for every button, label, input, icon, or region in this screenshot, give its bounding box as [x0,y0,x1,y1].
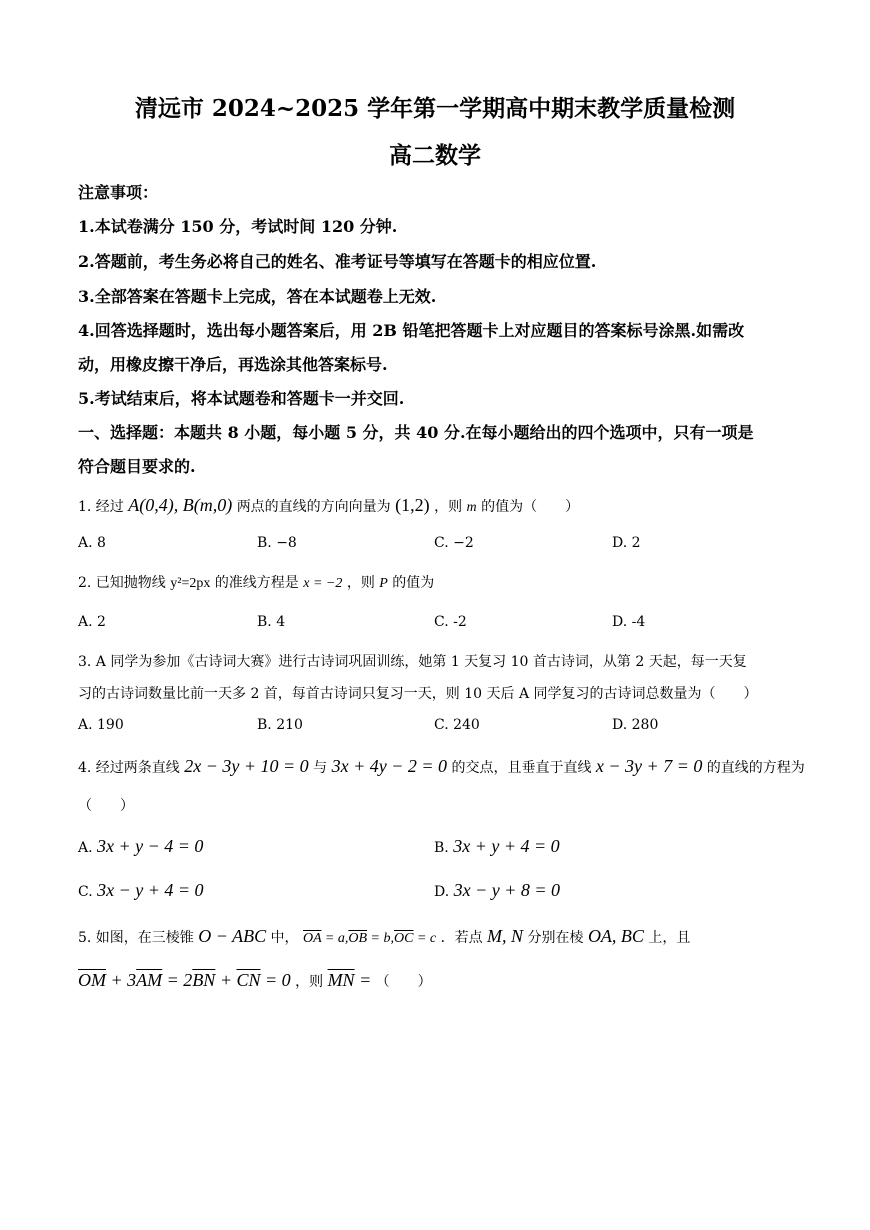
q3-option-a[interactable]: A. 190 [78,717,124,733]
q4-option-d-eq: 3x − y + 8 = 0 [453,880,561,900]
q5-eq-c: = c [413,931,437,946]
q5-answer-paren: （ ） [375,974,432,990]
question-3-line-1: 3. A 同学为参加《古诗词大赛》进行古诗词巩固训练，她第 1 天复习 10 首古诗词，从第 2 天起，每一天复 [78,654,747,670]
q1-option-b[interactable]: B. −8 [257,535,297,551]
q5-then: ，则 [295,974,324,990]
q4-answer-paren: （ ） [78,798,134,814]
q2-equation: y²=2px [170,576,211,591]
q4-option-a-label: A. [78,840,93,856]
q5-edges: OA, BC [587,926,644,946]
q2-option-d[interactable]: D. -4 [612,614,646,630]
note-item: 2.答题前，考生务必将自己的姓名、准考证号等填写在答题卡的相应位置. [78,252,597,271]
q5-mid3: 分别在棱 [527,930,584,946]
q2-option-a[interactable]: A. 2 [78,614,106,630]
q5-eq-end: = [354,970,372,990]
question-1 [78,495,579,516]
q5-eq2: = 2 [162,970,193,990]
q2-var: P [379,576,388,591]
q2-mid: 的准线方程是 [214,575,299,591]
q2-prefix: 2. 已知抛物线 [78,575,166,591]
notes-heading: 注意事项： [78,183,159,202]
q3-option-b[interactable]: B. 210 [257,717,303,733]
q4-suffix: 的直线的方程为 [706,760,805,776]
q4-mid: 的交点，且垂直于直线 [451,760,592,776]
q1-suffix1: ，则 [434,499,463,515]
q5-points: M, N [487,926,524,946]
section-heading: 一、选择题：本题共 8 小题，每小题 5 分，共 40 分.在每小题给出的四个选项中，只有一项是 [78,423,754,442]
vector-oa: $\overline{OA}$ [303,931,322,946]
q1-prefix: 1. 经过 [78,499,124,515]
q4-prefix: 4. 经过两条直线 [78,760,180,776]
q2-suffix2: 的值为 [392,575,435,591]
note-item: 4.回答选择题时，选出每小题答案后，用 2B 铅笔把答题卡上对应题目的答案标号涂黑.如需改 [78,321,745,340]
q4-line-b: 3x + 4y − 2 = 0 [331,756,448,776]
q4-option-a[interactable] [78,836,203,857]
q4-option-a-eq: 3x + y − 4 = 0 [97,836,204,856]
note-item: 3.全部答案在答题卡上完成，答在本试题卷上无效. [78,287,437,306]
q4-option-c-label: C. [78,884,93,900]
q2-option-b[interactable]: B. 4 [257,614,286,630]
exam-subject: 高二数学 [389,142,481,169]
q5-plus2: + [215,970,237,990]
vector-mn: $\overline{MN}$ [327,970,355,990]
q5-suffix: 上，且 [648,930,691,946]
q4-line-c: x − 3y + 7 = 0 [595,756,703,776]
q4-option-c[interactable] [78,880,204,901]
exam-title: 清远市 2024~2025 学年第一学期高中期末教学质量检测 [134,95,736,122]
q4-line-a: 2x − 3y + 10 = 0 [184,756,309,776]
note-item: 1.本试卷满分 150 分，考试时间 120 分钟. [78,217,398,236]
q1-option-d[interactable]: D. 2 [612,535,641,551]
question-5-line-1 [78,926,690,947]
q3-option-c[interactable]: C. 240 [434,717,480,733]
q5-prefix: 5. 如图，在三棱锥 [78,930,194,946]
q1-option-c[interactable]: C. −2 [434,535,474,551]
vector-am: $\overline{AM}$ [136,970,163,990]
q5-mid1: 中， [270,930,299,946]
q5-eq-b: = b, [367,931,394,946]
vector-ob: $\overline{OB}$ [348,931,368,946]
q4-and: 与 [313,760,328,776]
note-item: 5.考试结束后，将本试题卷和答题卡一并交回. [78,389,405,408]
q1-option-a[interactable]: A. 8 [78,535,106,551]
q1-suffix2: 的值为（ ） [481,499,580,515]
q5-eq-a: = a, [321,931,349,946]
q5-plus1: + 3 [106,970,137,990]
vector-oc: $\overline{OC}$ [394,931,414,946]
q5-mid2: ．若点 [440,930,483,946]
q4-option-b[interactable] [434,836,560,857]
q3-option-d[interactable]: D. 280 [612,717,659,733]
q1-points: A(0,4), B(m,0) [128,495,233,515]
q2-option-c[interactable]: C. -2 [434,614,467,630]
q1-vector: (1,2) [395,495,430,515]
question-3-line-2: 习的古诗词数量比前一天多 2 首，每首古诗词只复习一天，则 10 天后 A 同学复习的古诗词总数量为（ ） [78,686,758,702]
q4-option-b-eq: 3x + y + 4 = 0 [453,836,560,856]
q4-option-d-label: D. [434,884,450,900]
q1-var: m [466,500,477,515]
q5-eq-zero: = 0 [260,970,291,990]
q2-suffix1: ，则 [346,575,375,591]
q2-directrix: x = −2 [303,576,343,591]
vector-cn: $\overline{CN}$ [236,970,261,990]
question-2 [78,572,434,592]
q1-mid: 两点的直线的方向向量为 [236,499,391,515]
q5-pyramid: O − ABC [198,926,267,946]
vector-om: $\overline{OM}$ [78,970,106,990]
note-item: 动，用橡皮擦干净后，再选涂其他答案标号. [78,355,388,374]
section-heading-cont: 符合题目要求的. [78,457,196,476]
question-4 [78,756,805,777]
question-5-line-2 [78,970,432,991]
vector-bn: $\overline{BN}$ [192,970,216,990]
q4-option-d[interactable] [434,880,560,901]
q4-option-c-eq: 3x − y + 4 = 0 [97,880,204,900]
q4-option-b-label: B. [434,840,449,856]
